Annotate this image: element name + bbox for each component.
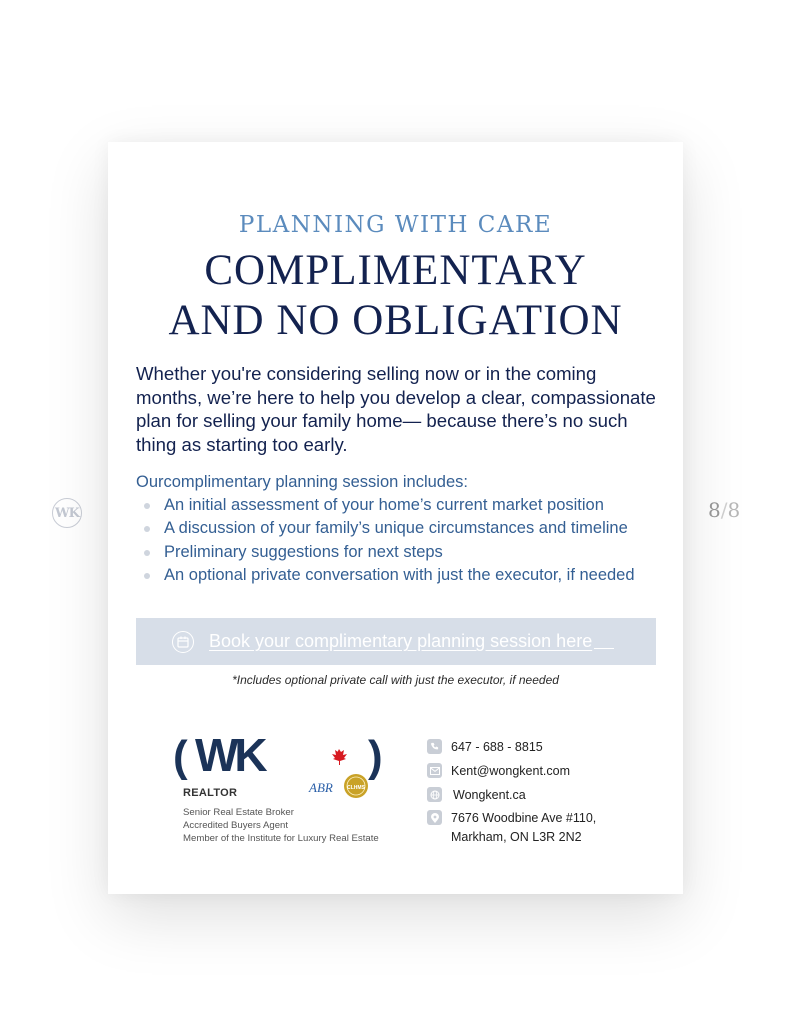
intro-paragraph: Whether you're considering selling now or in the coming months, we’re here to help you develop a clear, compassionate plan for selling your family home— because there’s no such thing as starting too early.: [136, 363, 656, 455]
list-item-text: An initial assessment of your home’s current market position: [164, 496, 604, 514]
logo-left-bracket: (: [173, 733, 188, 781]
agent-credentials: [183, 807, 379, 845]
realtor-mark: REALTOR: [183, 787, 238, 799]
list-item-text: Preliminary suggestions for next steps: [164, 542, 443, 561]
credential-line: Member of the Institute for Luxury Real Estate: [183, 832, 379, 844]
contact-email[interactable]: [427, 762, 570, 781]
phone-icon: [427, 739, 442, 754]
book-session-label: Book your complimentary planning session here: [209, 631, 593, 651]
abr-logo: ABR: [309, 780, 333, 795]
list-item-text: A discussion of your family’s unique circumstances and timeline: [164, 519, 628, 538]
side-logo: WK: [52, 498, 82, 528]
footnote: *Includes optional private call with just the executor, if needed: [232, 673, 559, 687]
logo-wk-text: WK: [195, 733, 264, 781]
contact-phone[interactable]: [427, 738, 543, 757]
email-text: Kent@wongkent.com: [451, 764, 571, 778]
flyer-page: [108, 142, 683, 894]
main-headline: [108, 246, 683, 346]
page-indicator: [708, 498, 740, 522]
phone-text: 647 - 688 - 8815: [451, 740, 543, 754]
page-total: 8: [727, 498, 741, 522]
headline-line-1: COMPLIMENTARY: [204, 247, 587, 294]
contact-website[interactable]: [427, 786, 526, 805]
list-item: [142, 564, 635, 587]
list-item-text: An optional private conversation with just the executor, if needed: [164, 565, 635, 584]
bullet-dot: [144, 573, 150, 579]
address-line-2: Markham, ON L3R 2N2: [451, 829, 582, 844]
headline-line-2: AND NO OBLIGATION: [168, 297, 623, 344]
list-item: [142, 541, 635, 564]
session-list-title: Ourcomplimentary planning session includes:: [136, 473, 468, 491]
globe-icon: [427, 787, 442, 802]
location-pin-icon: [427, 810, 442, 825]
credential-line: Senior Real Estate Broker: [183, 807, 294, 818]
bullet-dot: [144, 550, 150, 556]
list-item: [142, 494, 635, 517]
page-separator: /: [720, 498, 728, 522]
list-item: [142, 517, 635, 540]
kicker-heading: PLANNING WITH CARE: [238, 212, 553, 238]
calendar-icon: [172, 631, 194, 653]
page-current: 8: [708, 498, 721, 522]
underline-tail: [594, 648, 614, 649]
clhms-badge-text: CLHMS: [347, 785, 365, 791]
bullet-dot: [144, 503, 150, 509]
logo-right-bracket: ): [368, 733, 383, 781]
session-list: [142, 494, 635, 587]
address-text: [451, 809, 596, 846]
book-session-button[interactable]: [136, 618, 656, 665]
bullet-dot: [144, 526, 150, 532]
email-icon: [427, 763, 442, 778]
contact-address[interactable]: [427, 809, 596, 846]
credential-line: Accredited Buyers Agent: [183, 819, 289, 831]
address-line-1: 7676 Woodbine Ave #110,: [451, 811, 597, 825]
maple-leaf-icon: [332, 749, 347, 765]
website-text: Wongkent.ca: [453, 788, 526, 802]
